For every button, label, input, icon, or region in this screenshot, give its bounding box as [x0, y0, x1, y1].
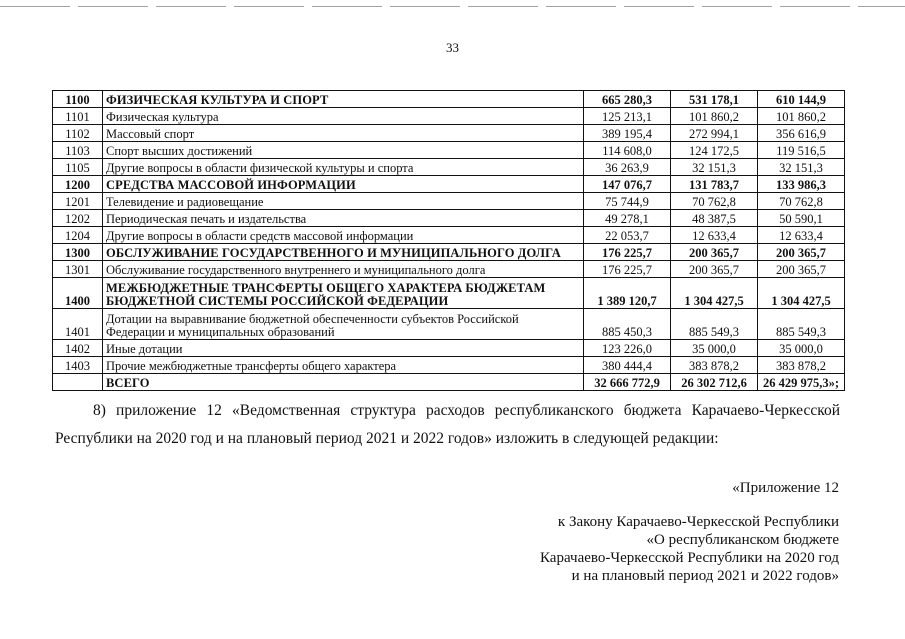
name-cell: Иные дотации — [103, 340, 584, 357]
amount-2021-cell: 48 387,5 — [671, 210, 758, 227]
amount-2021-cell: 531 178,1 — [671, 91, 758, 108]
amount-2021-cell: 12 633,4 — [671, 227, 758, 244]
amount-2021-cell: 272 994,1 — [671, 125, 758, 142]
amount-2020-cell: 36 263,9 — [584, 159, 671, 176]
code-cell: 1400 — [53, 278, 103, 309]
amount-2020-cell: 49 278,1 — [584, 210, 671, 227]
amount-2022-cell: 200 365,7 — [758, 244, 845, 261]
name-cell: Другие вопросы в области физической культуры и спорта — [103, 159, 584, 176]
page-number: 33 — [446, 40, 459, 55]
code-cell: 1402 — [53, 340, 103, 357]
amount-2022-cell: 32 151,3 — [758, 159, 845, 176]
code-cell: 1202 — [53, 210, 103, 227]
appendix-line-2: «О республиканском бюджете — [646, 532, 839, 548]
code-cell: 1403 — [53, 357, 103, 374]
code-cell: 1201 — [53, 193, 103, 210]
name-cell: Спорт высших достижений — [103, 142, 584, 159]
amount-2020-cell: 389 195,4 — [584, 125, 671, 142]
table-row — [53, 244, 845, 261]
name-cell: Физическая культура — [103, 108, 584, 125]
amount-2021-cell: 32 151,3 — [671, 159, 758, 176]
amount-2022-cell: 101 860,2 — [758, 108, 845, 125]
appendix-title: «Приложение 12 — [732, 480, 839, 496]
amount-2020-cell: 1 389 120,7 — [584, 278, 671, 309]
amendment-paragraph-line-1: 8) приложение 12 «Ведомственная структура расходов республиканского бюджета Карачаево-Черкесской — [93, 402, 840, 419]
name-cell: ОБСЛУЖИВАНИЕ ГОСУДАРСТВЕННОГО И МУНИЦИПАЛЬНОГО ДОЛГА — [103, 244, 584, 261]
code-cell: 1300 — [53, 244, 103, 261]
appendix-line-1: к Закону Карачаево-Черкесской Республики — [557, 514, 839, 530]
amount-2022-cell: 383 878,2 — [758, 357, 845, 374]
code-cell: 1401 — [53, 309, 103, 340]
amount-2020-cell: 885 450,3 — [584, 309, 671, 340]
amendment-paragraph-line-2: Республики на 2020 год и на плановый период 2021 и 2022 годов» изложить в следующей редакции: — [55, 430, 719, 447]
table-row — [53, 309, 845, 340]
amount-2020-cell: 32 666 772,9 — [584, 374, 671, 391]
table-row — [53, 340, 845, 357]
amount-2022-cell: 200 365,7 — [758, 261, 845, 278]
amount-2022-cell: 26 429 975,3»; — [758, 374, 845, 391]
table-row — [53, 159, 845, 176]
code-cell: 1103 — [53, 142, 103, 159]
amount-2021-cell: 101 860,2 — [671, 108, 758, 125]
appendix-line-4: и на плановый период 2021 и 2022 годов» — [571, 568, 839, 584]
amount-2020-cell: 665 280,3 — [584, 91, 671, 108]
amount-2020-cell: 123 226,0 — [584, 340, 671, 357]
name-cell: Обслуживание государственного внутреннего и муниципального долга — [103, 261, 584, 278]
name-cell: СРЕДСТВА МАССОВОЙ ИНФОРМАЦИИ — [103, 176, 584, 193]
amount-2021-cell: 200 365,7 — [671, 244, 758, 261]
code-cell: 1204 — [53, 227, 103, 244]
amount-2022-cell: 70 762,8 — [758, 193, 845, 210]
appendix-line-3: Карачаево-Черкесской Республики на 2020 год — [540, 550, 839, 566]
name-cell: Дотации на выравнивание бюджетной обеспеченности субъектов Российской Федерации и муниципальных образований — [103, 309, 584, 340]
amount-2022-cell: 133 986,3 — [758, 176, 845, 193]
amount-2020-cell: 147 076,7 — [584, 176, 671, 193]
budget-table — [52, 90, 845, 391]
amount-2022-cell: 119 516,5 — [758, 142, 845, 159]
table-row — [53, 278, 845, 309]
name-cell: Массовый спорт — [103, 125, 584, 142]
table-row — [53, 210, 845, 227]
amount-2021-cell: 200 365,7 — [671, 261, 758, 278]
table-row — [53, 261, 845, 278]
table-row — [53, 125, 845, 142]
code-cell: 1200 — [53, 176, 103, 193]
amount-2020-cell: 75 744,9 — [584, 193, 671, 210]
amount-2021-cell: 35 000,0 — [671, 340, 758, 357]
code-cell: 1102 — [53, 125, 103, 142]
amount-2020-cell: 176 225,7 — [584, 244, 671, 261]
table-row — [53, 91, 845, 108]
table-row — [53, 108, 845, 125]
amount-2020-cell: 22 053,7 — [584, 227, 671, 244]
table-row — [53, 357, 845, 374]
code-cell: 1101 — [53, 108, 103, 125]
table-row — [53, 176, 845, 193]
amount-2022-cell: 35 000,0 — [758, 340, 845, 357]
amount-2022-cell: 885 549,3 — [758, 309, 845, 340]
table-row — [53, 142, 845, 159]
name-cell: ФИЗИЧЕСКАЯ КУЛЬТУРА И СПОРТ — [103, 91, 584, 108]
name-cell: МЕЖБЮДЖЕТНЫЕ ТРАНСФЕРТЫ ОБЩЕГО ХАРАКТЕРА БЮДЖЕТАМ БЮДЖЕТНОЙ СИСТЕМЫ РОССИЙСКОЙ ФЕДЕРАЦИИ — [103, 278, 584, 309]
code-cell: 1105 — [53, 159, 103, 176]
table-row — [53, 374, 845, 391]
amount-2021-cell: 383 878,2 — [671, 357, 758, 374]
name-cell: Телевидение и радиовещание — [103, 193, 584, 210]
amount-2020-cell: 380 444,4 — [584, 357, 671, 374]
table-row — [53, 227, 845, 244]
amount-2022-cell: 356 616,9 — [758, 125, 845, 142]
code-cell: 1100 — [53, 91, 103, 108]
top-scan-rule — [0, 6, 905, 7]
code-cell: 1301 — [53, 261, 103, 278]
amount-2021-cell: 131 783,7 — [671, 176, 758, 193]
amount-2021-cell: 124 172,5 — [671, 142, 758, 159]
budget-table-body — [53, 91, 845, 391]
code-cell — [53, 374, 103, 391]
amount-2021-cell: 70 762,8 — [671, 193, 758, 210]
amount-2022-cell: 12 633,4 — [758, 227, 845, 244]
amount-2020-cell: 176 225,7 — [584, 261, 671, 278]
name-cell: Прочие межбюджетные трансферты общего характера — [103, 357, 584, 374]
name-cell: Другие вопросы в области средств массовой информации — [103, 227, 584, 244]
amount-2020-cell: 114 608,0 — [584, 142, 671, 159]
amount-2021-cell: 1 304 427,5 — [671, 278, 758, 309]
amount-2022-cell: 610 144,9 — [758, 91, 845, 108]
table-row — [53, 193, 845, 210]
name-cell: ВСЕГО — [103, 374, 584, 391]
amount-2021-cell: 26 302 712,6 — [671, 374, 758, 391]
amount-2021-cell: 885 549,3 — [671, 309, 758, 340]
amount-2022-cell: 1 304 427,5 — [758, 278, 845, 309]
amount-2022-cell: 50 590,1 — [758, 210, 845, 227]
name-cell: Периодическая печать и издательства — [103, 210, 584, 227]
amount-2020-cell: 125 213,1 — [584, 108, 671, 125]
